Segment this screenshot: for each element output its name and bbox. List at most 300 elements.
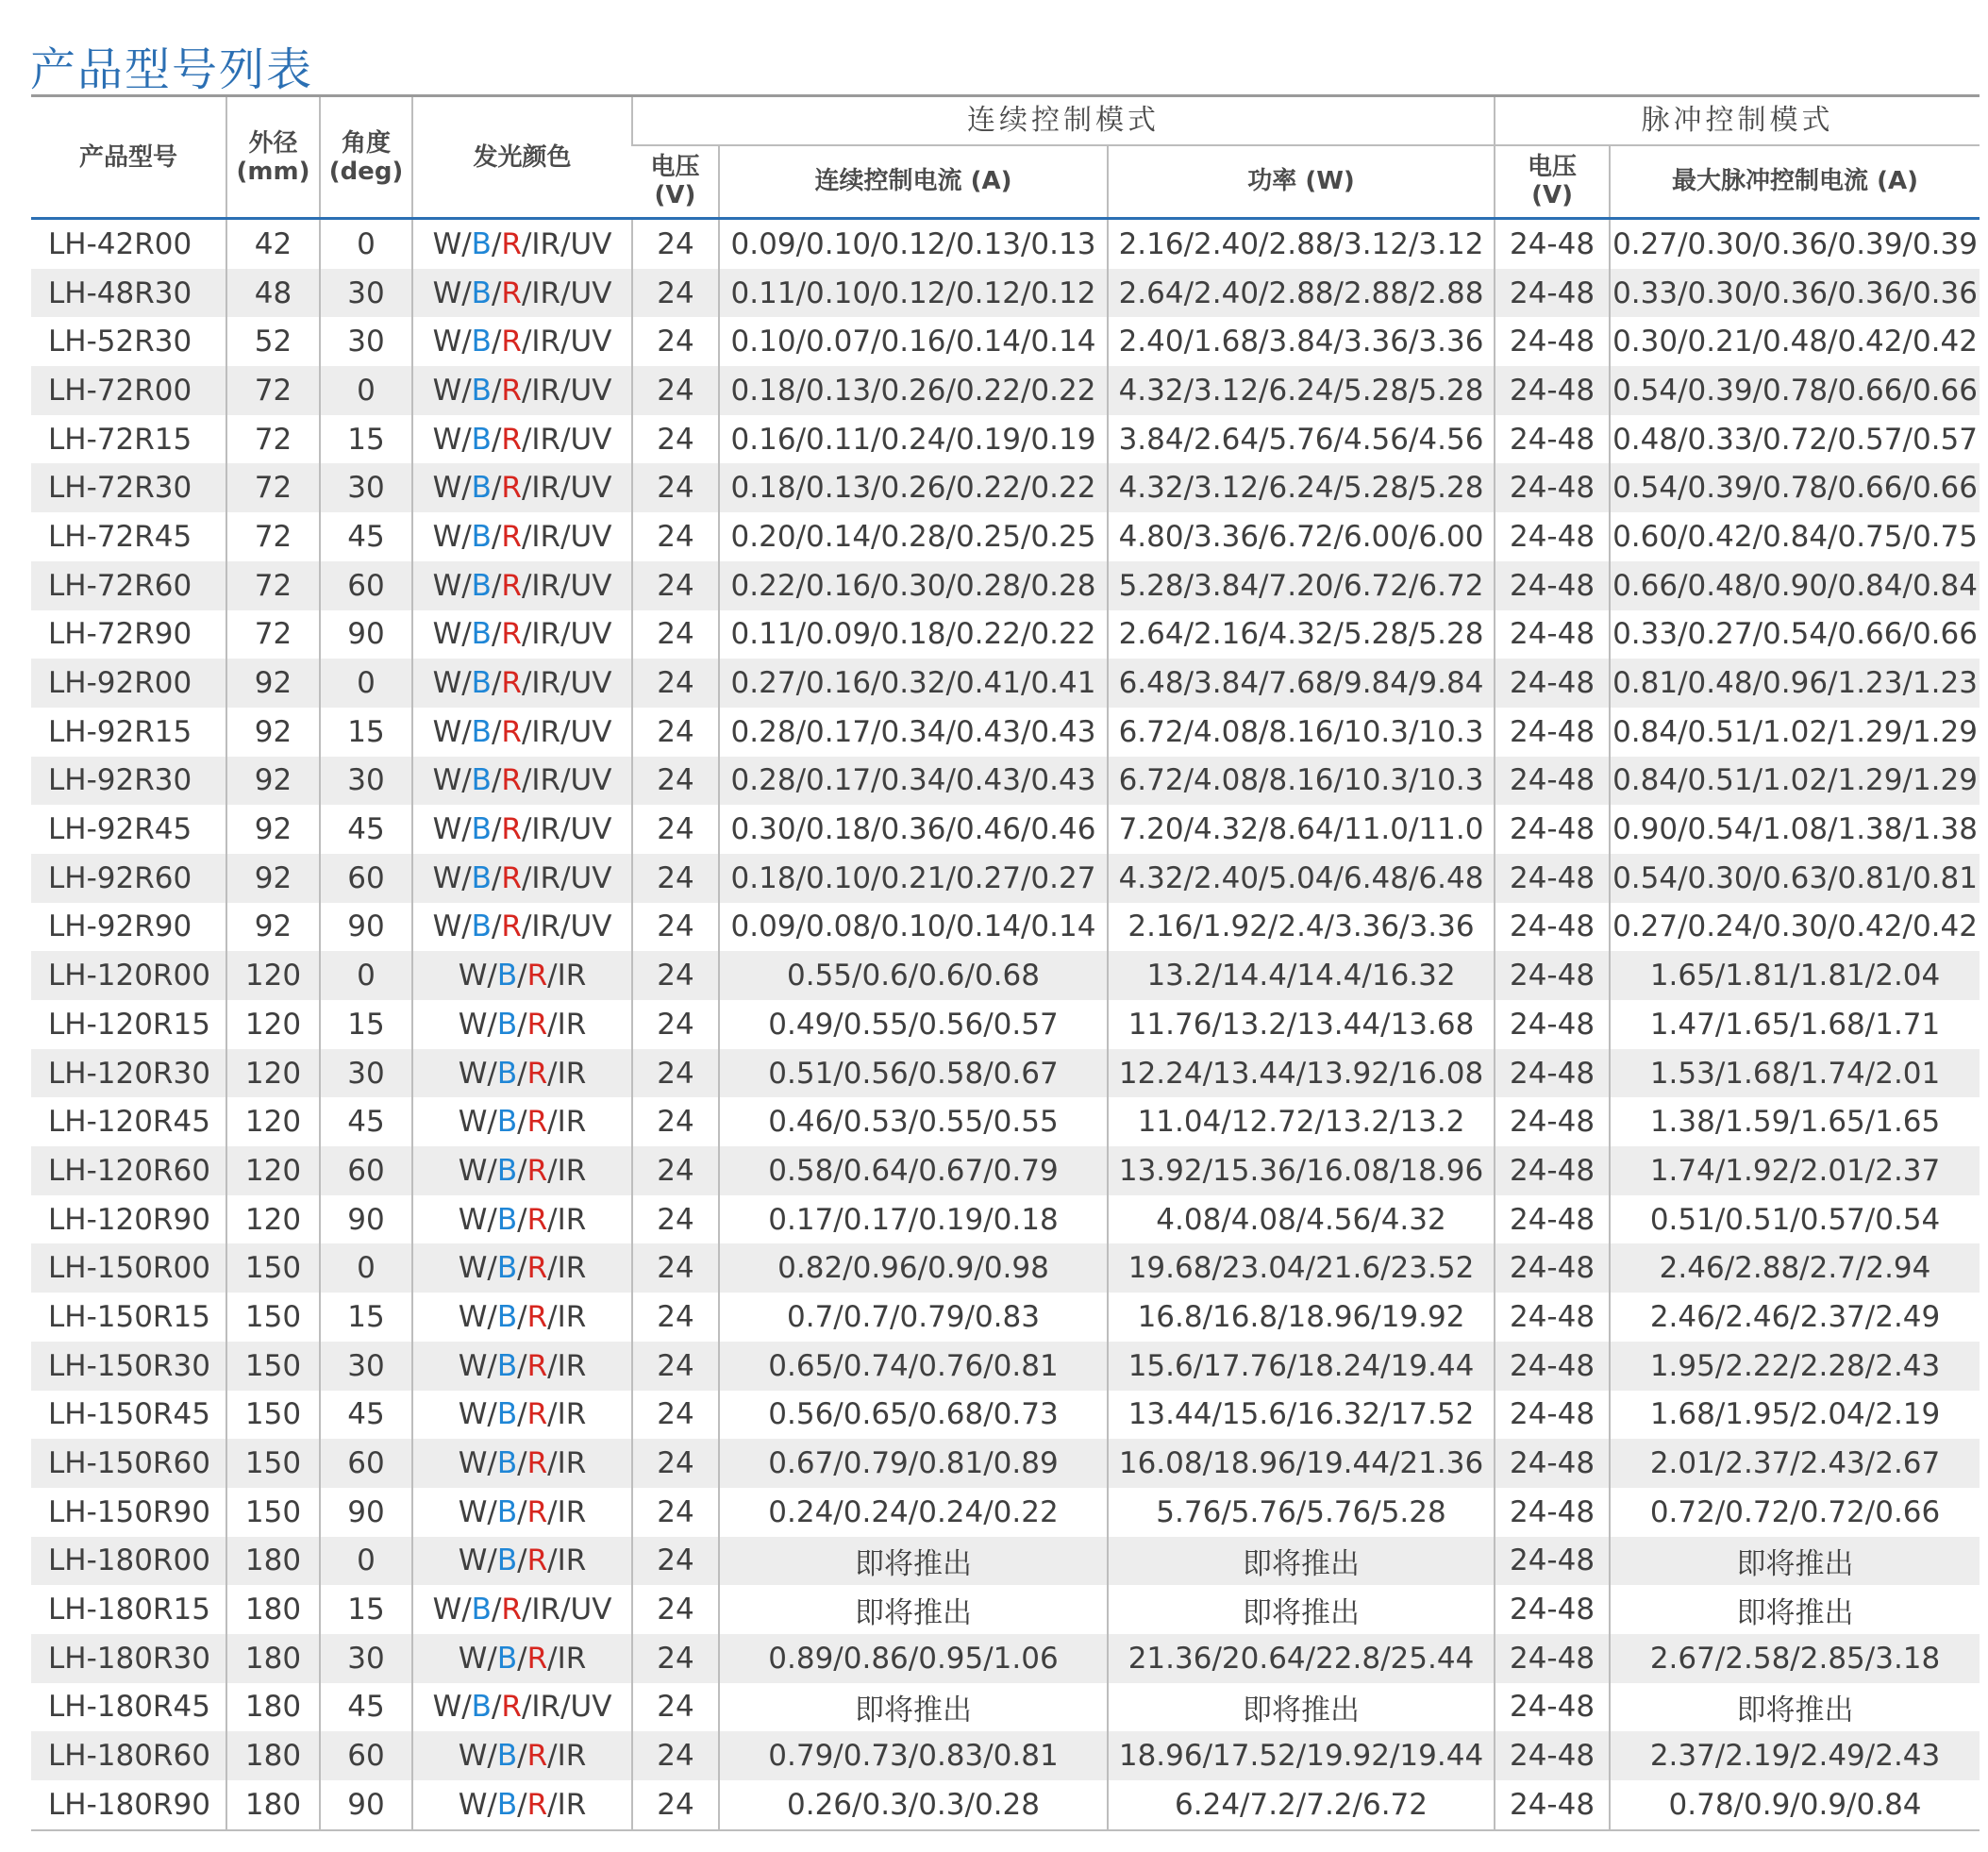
cell-angle: 60 <box>320 1731 412 1780</box>
cell-continuous-current: 0.17/0.17/0.19/0.18 <box>719 1195 1108 1244</box>
header-pulse-current: 最大脉冲控制电流 (A) <box>1610 145 1980 219</box>
cell-angle: 0 <box>320 951 412 1000</box>
cell-angle: 45 <box>320 1391 412 1440</box>
table-row <box>31 561 1980 610</box>
cell-pulse-current: 1.74/1.92/2.01/2.37 <box>1610 1146 1980 1195</box>
color-text: /IR <box>547 1543 587 1578</box>
color-text: / <box>517 1348 527 1383</box>
cell-power: 16.8/16.8/18.96/19.92 <box>1108 1293 1495 1342</box>
cell-color <box>412 463 632 512</box>
cell-voltage: 24 <box>632 903 719 952</box>
color-text: /IR/UV <box>521 275 612 310</box>
table-row <box>31 512 1980 561</box>
color-red-label: R <box>526 1202 548 1237</box>
cell-pulse-current: 1.95/2.22/2.28/2.43 <box>1610 1342 1980 1391</box>
cell-voltage: 24 <box>632 1780 719 1830</box>
cell-angle: 0 <box>320 1537 412 1586</box>
cell-model: LH-150R15 <box>48 1299 210 1334</box>
cell-voltage: 24 <box>632 1537 719 1586</box>
cell-angle: 45 <box>320 512 412 561</box>
cell-power: 即将推出 <box>1108 1585 1495 1634</box>
cell-voltage: 24 <box>632 757 719 806</box>
cell-diameter: 52 <box>226 317 320 366</box>
color-text: /IR/UV <box>521 422 612 457</box>
cell-continuous-current: 即将推出 <box>719 1683 1108 1732</box>
color-red-label: R <box>526 1397 548 1432</box>
color-text: W/ <box>432 714 472 749</box>
cell-color <box>412 1488 632 1537</box>
color-red-label: R <box>501 1690 522 1725</box>
color-blue-label: B <box>496 1251 518 1286</box>
cell-color <box>412 903 632 952</box>
cell-continuous-current: 0.09/0.10/0.12/0.13/0.13 <box>719 219 1108 269</box>
cell-voltage-pulse: 24-48 <box>1495 610 1610 659</box>
cell-voltage-pulse: 24-48 <box>1495 854 1610 903</box>
color-text: W/ <box>458 1787 497 1822</box>
cell-color <box>412 366 632 415</box>
color-blue-label: B <box>496 1397 518 1432</box>
cell-pulse-current: 2.67/2.58/2.85/3.18 <box>1610 1634 1980 1683</box>
color-text: / <box>491 909 502 944</box>
cell-power: 5.28/3.84/7.20/6.72/6.72 <box>1108 561 1495 610</box>
color-text: / <box>491 1593 502 1627</box>
cell-continuous-current: 0.28/0.17/0.34/0.43/0.43 <box>719 757 1108 806</box>
cell-color <box>412 269 632 318</box>
color-text: /IR/UV <box>521 1593 612 1627</box>
cell-voltage: 24 <box>632 854 719 903</box>
table-row <box>31 1391 1980 1440</box>
cell-angle: 60 <box>320 1146 412 1195</box>
cell-voltage-pulse: 24-48 <box>1495 1146 1610 1195</box>
color-red-label: R <box>501 714 522 749</box>
cell-diameter: 150 <box>226 1243 320 1293</box>
cell-pulse-current: 即将推出 <box>1610 1683 1980 1732</box>
cell-diameter: 72 <box>226 512 320 561</box>
cell-color <box>412 1000 632 1049</box>
color-red-label: R <box>501 422 522 457</box>
color-text: /IR <box>547 1641 587 1676</box>
cell-model: LH-92R30 <box>31 757 226 806</box>
color-text: W/ <box>458 1299 497 1334</box>
color-text: W/ <box>432 1593 472 1627</box>
cell-power: 19.68/23.04/21.6/23.52 <box>1108 1243 1495 1293</box>
cell-voltage-pulse: 24-48 <box>1495 708 1610 757</box>
cell-continuous-current: 0.24/0.24/0.24/0.22 <box>719 1488 1108 1537</box>
cell-voltage: 24 <box>632 1585 719 1634</box>
cell-pulse-current: 1.68/1.95/2.04/2.19 <box>1610 1391 1980 1440</box>
cell-power: 4.32/3.12/6.24/5.28/5.28 <box>1108 366 1495 415</box>
cell-color <box>412 1195 632 1244</box>
cell-pulse-current: 1.53/1.68/1.74/2.01 <box>1610 1049 1980 1098</box>
color-text: W/ <box>432 519 472 554</box>
cell-voltage-pulse: 24-48 <box>1495 415 1610 464</box>
cell-voltage: 24 <box>632 1293 719 1342</box>
cell-power: 6.72/4.08/8.16/10.3/10.3 <box>1108 757 1495 806</box>
header-voltage: 电压 (V) <box>632 145 719 219</box>
cell-angle: 30 <box>320 757 412 806</box>
color-blue-label: B <box>496 1543 518 1578</box>
color-text: W/ <box>458 1251 497 1286</box>
cell-power: 13.2/14.4/14.4/16.32 <box>1108 951 1495 1000</box>
color-text: /IR/UV <box>521 1690 612 1725</box>
color-text: / <box>491 812 502 847</box>
cell-power: 18.96/17.52/19.92/19.44 <box>1108 1731 1495 1780</box>
cell-diameter: 72 <box>226 610 320 659</box>
cell-diameter: 120 <box>226 1195 320 1244</box>
cell-model: LH-120R30 <box>31 1049 226 1098</box>
cell-diameter: 180 <box>226 1537 320 1586</box>
color-text: / <box>517 1056 527 1091</box>
color-text: W/ <box>458 1543 497 1578</box>
color-text: / <box>491 860 502 895</box>
table-row <box>31 1293 1980 1342</box>
cell-continuous-current: 0.58/0.64/0.67/0.79 <box>719 1146 1108 1195</box>
color-red-label: R <box>501 373 522 408</box>
color-text: /IR/UV <box>521 812 612 847</box>
color-text: W/ <box>432 909 472 944</box>
cell-voltage: 24 <box>632 463 719 512</box>
color-blue-label: B <box>496 1153 518 1188</box>
color-text: / <box>517 1007 527 1042</box>
color-blue-label: B <box>496 1056 518 1091</box>
cell-pulse-current: 0.81/0.48/0.96/1.23/1.23 <box>1610 659 1980 708</box>
color-text: /IR <box>547 1007 587 1042</box>
cell-voltage: 24 <box>632 951 719 1000</box>
cell-model: LH-52R30 <box>48 325 192 359</box>
color-text: W/ <box>432 325 472 359</box>
table-body <box>31 219 1980 1830</box>
cell-model: LH-120R15 <box>48 1007 210 1042</box>
cell-model: LH-72R00 <box>31 366 226 415</box>
cell-model: LH-92R45 <box>48 812 192 847</box>
color-text: / <box>517 1105 527 1140</box>
cell-continuous-current: 0.89/0.86/0.95/1.06 <box>719 1634 1108 1683</box>
cell-angle: 90 <box>320 1195 412 1244</box>
cell-voltage: 24 <box>632 1391 719 1440</box>
cell-pulse-current: 0.66/0.48/0.90/0.84/0.84 <box>1610 561 1980 610</box>
color-text: / <box>491 275 502 310</box>
color-red-label: R <box>526 1494 548 1529</box>
cell-power: 4.80/3.36/6.72/6.00/6.00 <box>1108 512 1495 561</box>
cell-pulse-current: 0.78/0.9/0.9/0.84 <box>1610 1780 1980 1830</box>
cell-diameter: 92 <box>226 708 320 757</box>
color-red-label: R <box>526 1105 548 1140</box>
color-text: / <box>491 471 502 506</box>
cell-pulse-current: 1.38/1.59/1.65/1.65 <box>1610 1097 1980 1146</box>
cell-model: LH-150R30 <box>31 1342 226 1391</box>
cell-color <box>412 1634 632 1683</box>
cell-voltage: 24 <box>632 317 719 366</box>
cell-continuous-current: 0.11/0.09/0.18/0.22/0.22 <box>719 610 1108 659</box>
cell-power: 13.44/15.6/16.32/17.52 <box>1108 1391 1495 1440</box>
cell-angle: 60 <box>320 1439 412 1488</box>
color-text: /IR/UV <box>521 763 612 798</box>
cell-pulse-current: 1.65/1.81/1.81/2.04 <box>1610 951 1980 1000</box>
cell-continuous-current: 0.18/0.13/0.26/0.22/0.22 <box>719 366 1108 415</box>
cell-continuous-current: 0.18/0.13/0.26/0.22/0.22 <box>719 463 1108 512</box>
cell-power: 16.08/18.96/19.44/21.36 <box>1108 1439 1495 1488</box>
cell-color <box>412 561 632 610</box>
cell-angle: 90 <box>320 1488 412 1537</box>
color-blue-label: B <box>471 1593 492 1627</box>
cell-model: LH-180R30 <box>31 1634 226 1683</box>
color-red-label: R <box>501 1593 522 1627</box>
color-red-label: R <box>501 812 522 847</box>
color-text: / <box>491 617 502 652</box>
cell-power: 5.76/5.76/5.76/5.28 <box>1108 1488 1495 1537</box>
cell-angle: 90 <box>320 1780 412 1830</box>
cell-voltage: 24 <box>632 1439 719 1488</box>
table-row <box>31 805 1980 854</box>
color-red-label: R <box>526 1641 548 1676</box>
color-blue-label: B <box>471 763 492 798</box>
cell-diameter: 92 <box>226 805 320 854</box>
cell-power: 2.64/2.16/4.32/5.28/5.28 <box>1108 610 1495 659</box>
cell-voltage-pulse: 24-48 <box>1495 951 1610 1000</box>
color-text: /IR <box>547 959 587 993</box>
cell-pulse-current: 0.60/0.42/0.84/0.75/0.75 <box>1610 512 1980 561</box>
color-text: / <box>517 1543 527 1578</box>
cell-voltage: 24 <box>632 1342 719 1391</box>
cell-angle: 30 <box>320 1342 412 1391</box>
cell-angle: 0 <box>320 1243 412 1293</box>
color-red-label: R <box>526 1299 548 1334</box>
table-row <box>31 903 1980 952</box>
cell-model: LH-72R90 <box>48 617 192 652</box>
color-text: W/ <box>458 1494 497 1529</box>
color-text: /IR <box>547 1056 587 1091</box>
cell-angle: 60 <box>320 854 412 903</box>
cell-model: LH-72R30 <box>31 463 226 512</box>
cell-voltage-pulse: 24-48 <box>1495 1780 1610 1830</box>
color-red-label: R <box>501 226 522 261</box>
color-text: /IR <box>547 1446 587 1481</box>
color-blue-label: B <box>471 812 492 847</box>
cell-continuous-current: 即将推出 <box>719 1585 1108 1634</box>
color-red-label: R <box>501 860 522 895</box>
color-red-label: R <box>526 1056 548 1091</box>
cell-diameter: 72 <box>226 366 320 415</box>
color-text: /IR/UV <box>521 471 612 506</box>
cell-power: 4.08/4.08/4.56/4.32 <box>1108 1195 1495 1244</box>
cell-continuous-current: 0.46/0.53/0.55/0.55 <box>719 1097 1108 1146</box>
cell-voltage: 24 <box>632 805 719 854</box>
cell-model: LH-120R00 <box>31 951 226 1000</box>
cell-voltage: 24 <box>632 366 719 415</box>
cell-color <box>412 1146 632 1195</box>
color-red-label: R <box>526 1787 548 1822</box>
cell-color <box>412 757 632 806</box>
cell-voltage: 24 <box>632 269 719 318</box>
color-blue-label: B <box>471 226 492 261</box>
cell-voltage-pulse: 24-48 <box>1495 1049 1610 1098</box>
color-red-label: R <box>501 568 522 603</box>
color-red-label: R <box>501 617 522 652</box>
cell-voltage-pulse: 24-48 <box>1495 269 1610 318</box>
cell-color <box>412 951 632 1000</box>
color-red-label: R <box>526 959 548 993</box>
color-blue-label: B <box>496 1446 518 1481</box>
cell-voltage-pulse: 24-48 <box>1495 1000 1610 1049</box>
color-red-label: R <box>501 666 522 701</box>
cell-model: LH-72R15 <box>48 422 192 457</box>
cell-color <box>412 1342 632 1391</box>
cell-color <box>412 1683 632 1732</box>
color-red-label: R <box>501 763 522 798</box>
table-row <box>31 1439 1980 1488</box>
cell-voltage-pulse: 24-48 <box>1495 1243 1610 1293</box>
color-text: W/ <box>458 1007 497 1042</box>
product-model-table <box>31 94 1980 1831</box>
cell-pulse-current: 0.84/0.51/1.02/1.29/1.29 <box>1610 708 1980 757</box>
cell-power: 11.04/12.72/13.2/13.2 <box>1108 1097 1495 1146</box>
color-text: W/ <box>458 1153 497 1188</box>
cell-continuous-current: 0.65/0.74/0.76/0.81 <box>719 1342 1108 1391</box>
cell-voltage-pulse: 24-48 <box>1495 1439 1610 1488</box>
table-row <box>31 1731 1980 1780</box>
cell-voltage: 24 <box>632 1000 719 1049</box>
color-blue-label: B <box>471 714 492 749</box>
color-text: W/ <box>432 860 472 895</box>
color-blue-label: B <box>471 325 492 359</box>
table-row <box>31 854 1980 903</box>
cell-pulse-current: 0.30/0.21/0.48/0.42/0.42 <box>1610 317 1980 366</box>
cell-voltage-pulse: 24-48 <box>1495 219 1610 269</box>
cell-voltage-pulse: 24-48 <box>1495 1683 1610 1732</box>
color-text: / <box>517 959 527 993</box>
color-text: / <box>491 1690 502 1725</box>
cell-model: LH-150R90 <box>48 1494 210 1529</box>
cell-continuous-current: 0.11/0.10/0.12/0.12/0.12 <box>719 269 1108 318</box>
cell-pulse-current: 0.27/0.30/0.36/0.39/0.39 <box>1610 219 1980 269</box>
cell-power: 12.24/13.44/13.92/16.08 <box>1108 1049 1495 1098</box>
cell-voltage: 24 <box>632 1049 719 1098</box>
color-red-label: R <box>526 1446 548 1481</box>
color-blue-label: B <box>471 1690 492 1725</box>
color-text: / <box>517 1153 527 1188</box>
cell-angle: 45 <box>320 805 412 854</box>
cell-pulse-current: 2.46/2.46/2.37/2.49 <box>1610 1293 1980 1342</box>
cell-pulse-current: 0.54/0.39/0.78/0.66/0.66 <box>1610 366 1980 415</box>
cell-diameter: 92 <box>226 854 320 903</box>
color-blue-label: B <box>471 275 492 310</box>
cell-color <box>412 1731 632 1780</box>
cell-angle: 30 <box>320 1634 412 1683</box>
color-text: /IR/UV <box>521 519 612 554</box>
cell-voltage-pulse: 24-48 <box>1495 1097 1610 1146</box>
header-pulse-group: 脉冲控制模式 <box>1495 96 1980 145</box>
table-row <box>31 610 1980 659</box>
color-blue-label: B <box>496 1348 518 1383</box>
color-text: W/ <box>458 1397 497 1432</box>
cell-continuous-current: 0.30/0.18/0.36/0.46/0.46 <box>719 805 1108 854</box>
color-red-label: R <box>501 471 522 506</box>
cell-model: LH-180R60 <box>31 1731 226 1780</box>
cell-power: 即将推出 <box>1108 1537 1495 1586</box>
color-text: W/ <box>458 1105 497 1140</box>
cell-pulse-current: 0.33/0.27/0.54/0.66/0.66 <box>1610 610 1980 659</box>
cell-model: LH-72R45 <box>48 519 192 554</box>
cell-diameter: 180 <box>226 1634 320 1683</box>
color-blue-label: B <box>471 860 492 895</box>
cell-pulse-current: 0.54/0.39/0.78/0.66/0.66 <box>1610 463 1980 512</box>
cell-continuous-current: 0.20/0.14/0.28/0.25/0.25 <box>719 512 1108 561</box>
color-text: /IR/UV <box>521 568 612 603</box>
color-text: W/ <box>432 812 472 847</box>
cell-voltage-pulse: 24-48 <box>1495 512 1610 561</box>
cell-model: LH-150R00 <box>31 1243 226 1293</box>
cell-continuous-current: 0.09/0.08/0.10/0.14/0.14 <box>719 903 1108 952</box>
color-red-label: R <box>526 1007 548 1042</box>
color-text: / <box>517 1739 527 1774</box>
cell-pulse-current: 即将推出 <box>1610 1585 1980 1634</box>
cell-voltage: 24 <box>632 512 719 561</box>
color-blue-label: B <box>496 1202 518 1237</box>
cell-power: 15.6/17.76/18.24/19.44 <box>1108 1342 1495 1391</box>
color-text: W/ <box>458 959 497 993</box>
color-text: /IR <box>547 1397 587 1432</box>
cell-voltage: 24 <box>632 1731 719 1780</box>
cell-model: LH-120R45 <box>48 1105 210 1140</box>
cell-model: LH-120R90 <box>48 1202 210 1237</box>
color-text: W/ <box>432 666 472 701</box>
cell-diameter: 120 <box>226 1000 320 1049</box>
cell-power: 2.40/1.68/3.84/3.36/3.36 <box>1108 317 1495 366</box>
color-text: / <box>491 568 502 603</box>
cell-diameter: 180 <box>226 1585 320 1634</box>
table-row <box>31 951 1980 1000</box>
cell-continuous-current: 0.55/0.6/0.6/0.68 <box>719 951 1108 1000</box>
cell-pulse-current: 0.48/0.33/0.72/0.57/0.57 <box>1610 415 1980 464</box>
color-blue-label: B <box>496 1007 518 1042</box>
cell-diameter: 92 <box>226 903 320 952</box>
cell-model: LH-120R60 <box>31 1146 226 1195</box>
table-row <box>31 269 1980 318</box>
cell-pulse-current: 0.33/0.30/0.36/0.36/0.36 <box>1610 269 1980 318</box>
cell-continuous-current: 0.10/0.07/0.16/0.14/0.14 <box>719 317 1108 366</box>
table-header <box>31 96 1980 219</box>
header-color: 发光颜色 <box>412 96 632 219</box>
cell-color <box>412 512 632 561</box>
cell-diameter: 150 <box>226 1342 320 1391</box>
table-row <box>31 659 1980 708</box>
table-row <box>31 708 1980 757</box>
table-row <box>31 1537 1980 1586</box>
cell-angle: 15 <box>320 415 412 464</box>
color-text: /IR <box>547 1739 587 1774</box>
cell-color <box>412 659 632 708</box>
color-text: / <box>517 1397 527 1432</box>
cell-voltage: 24 <box>632 1146 719 1195</box>
cell-color <box>412 1243 632 1293</box>
cell-pulse-current: 0.51/0.51/0.57/0.54 <box>1610 1195 1980 1244</box>
cell-voltage: 24 <box>632 1243 719 1293</box>
color-text: /IR <box>547 1494 587 1529</box>
cell-model: LH-92R15 <box>48 714 192 749</box>
cell-diameter: 48 <box>226 269 320 318</box>
header-angle: 角度 (deg) <box>320 96 412 219</box>
color-text: / <box>517 1251 527 1286</box>
color-text: W/ <box>432 1690 472 1725</box>
cell-voltage: 24 <box>632 659 719 708</box>
cell-color <box>412 805 632 854</box>
cell-color <box>412 1537 632 1586</box>
cell-angle: 90 <box>320 610 412 659</box>
color-text: / <box>491 422 502 457</box>
cell-pulse-current: 2.37/2.19/2.49/2.43 <box>1610 1731 1980 1780</box>
cell-continuous-current: 0.79/0.73/0.83/0.81 <box>719 1731 1108 1780</box>
color-text: / <box>491 519 502 554</box>
